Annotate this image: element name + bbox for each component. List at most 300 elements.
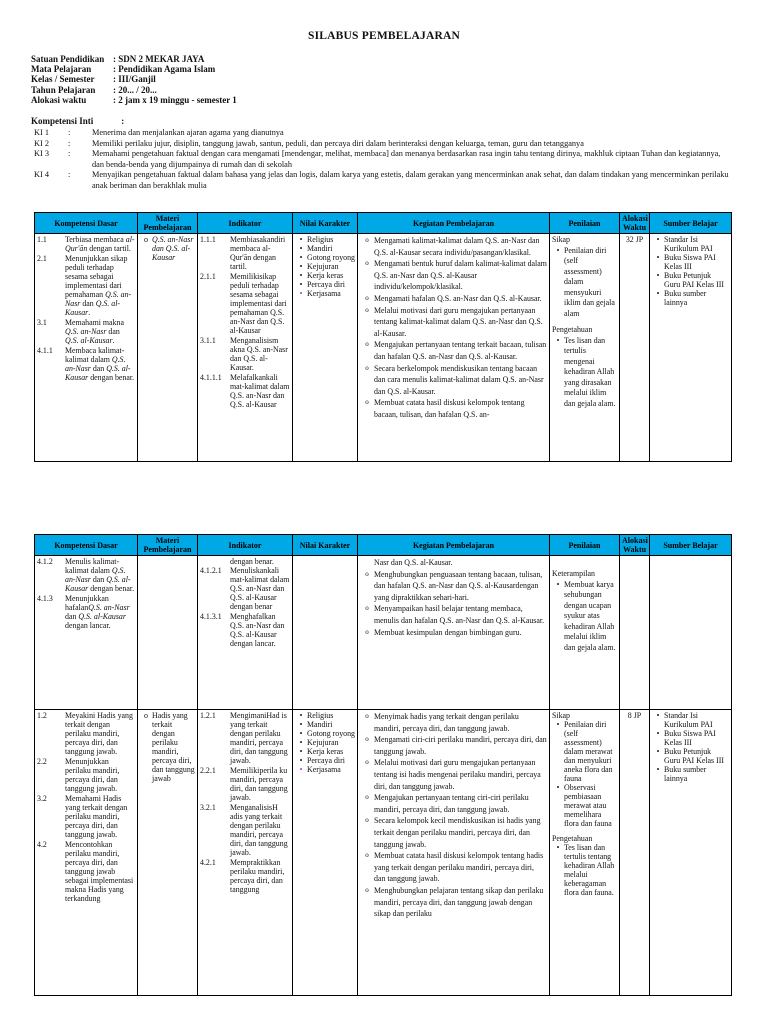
kegiatan-item [360, 815, 547, 850]
nilai-text: Religius [307, 235, 334, 244]
ki-text: Menerima dan menjalankan ajaran agama yang dianutnya [92, 128, 284, 137]
ki-code: KI 2 [34, 138, 49, 148]
kegiatan-text: Mengajukan pertanyaan tentang terkait bacaan, tulisan dan hafalan Q.S. an-Nasr dan Q.S. al-Kausar. [374, 340, 547, 361]
sumber-item [652, 253, 729, 271]
indikator-item [200, 566, 290, 611]
kd-number: 4.1.1 [37, 346, 53, 355]
kd-text: Meyakini Hadis yang terkait dengan perilaku mandiri, percaya diri, dan tanggung jawab. [65, 711, 133, 756]
kegiatan-item [360, 757, 547, 792]
meta-label: Alokasi waktu [31, 94, 87, 105]
nilai-text: Kerja keras [307, 271, 344, 280]
sumber-cell [650, 234, 732, 462]
indikator-item [200, 766, 290, 802]
kd-number: 4.2 [37, 840, 47, 849]
circle-bullet-icon: o [365, 793, 369, 802]
col-header-kegiatan: Kegiatan Pembelajaran [358, 213, 550, 234]
indikator-cell [198, 234, 293, 462]
kd-item [37, 235, 135, 253]
circle-bullet-icon: o [365, 712, 369, 720]
kd-text-part: dan [90, 575, 107, 584]
penilaian-text: Tes lisan dan tertulis tentang kehadiran Allah melalui keberagaman flora dan fauna. [564, 843, 615, 897]
materi-cell [138, 710, 198, 996]
indikator-number: 3.1.1 [200, 336, 216, 345]
indikator-number: 2.2.1 [200, 766, 216, 775]
circle-bullet-icon: o [365, 305, 369, 314]
nilai-text: Kerjasama [307, 289, 341, 298]
alokasi-cell: 32 JP [620, 234, 650, 462]
circle-bullet-icon: o [144, 711, 148, 720]
penilaian-text: Membuat karya sehubungan dengan ucapan syukur atas kehadiran Allah melalui iklim dan gejala alam. [564, 579, 616, 652]
ki-text: Memiliki perilaku jujur, disiplin, tanggung jawab, santun, peduli, dan percaya diri dalam berinteraksi dengan keluarga, teman, guru dan tetangganya [92, 138, 584, 148]
bullet-icon: • [299, 720, 303, 729]
kegiatan-text: Mengamati ciri-ciri perilaku mandiri, percaya diri, dan tanggung jawab. [374, 735, 547, 756]
nilai-text: Religius [307, 711, 334, 720]
kegiatan-item [360, 734, 547, 757]
kd-text-part: dengan lancar. [65, 621, 111, 630]
kegiatan-item [360, 235, 547, 258]
kegiatan-text: Secara berkelompok mendiskusikan tentang bacaan dan cara menulis kalimat-kalimat dalam Q.S. an-Nasr dan Q.S. al-Kausar. [374, 363, 544, 396]
bullet-icon: • [299, 262, 303, 271]
kegiatan-text: Mengajukan pertanyaan tentang ciri-ciri perilaku mandiri, percaya diri, dan tanggung jawab. [374, 793, 529, 814]
indikator-number: 4.1.1.1 [200, 373, 222, 382]
nilai-cell [293, 710, 358, 996]
sumber-text: Buku sumber lainnya [664, 765, 707, 783]
bullet-icon: • [299, 271, 303, 280]
kd-text-italic: Q.S. an-Nasr [65, 566, 126, 584]
sumber-item [652, 271, 729, 289]
bullet-icon: • [556, 843, 560, 852]
ki-row [34, 128, 734, 139]
bullet-icon: • [299, 244, 303, 253]
nilai-item [295, 738, 355, 747]
nilai-cell [293, 234, 358, 462]
indikator-text: Menganalisism akna Q.S. an-Nasr dan Q.S. al-Kausar. [230, 336, 288, 372]
meta-value: : 20... / 20... [113, 84, 157, 95]
col-header-sumber: Sumber Belajar [650, 213, 732, 234]
indikator-number: 4.1.3.1 [200, 612, 222, 621]
penilaian-item [552, 783, 617, 828]
ki-colon: : [68, 149, 71, 159]
circle-bullet-icon: o [365, 569, 369, 578]
kegiatan-item [360, 711, 547, 734]
nilai-text: Gotong royong [307, 729, 355, 738]
kd-text-italic: Q.S. al-Kausar [65, 336, 113, 345]
materi-text: Q.S. an-Nasr dan Q.S. al-Kausar [152, 235, 194, 262]
kd-item [37, 594, 135, 630]
penilaian-item [552, 336, 617, 410]
circle-bullet-icon: o [365, 604, 369, 613]
penilaian-item [552, 720, 617, 783]
kegiatan-text: Secara kelompok kecil mendiskusikan isi hadis yang terkait dengan perilaku mandiri, percaya diri, dan tanggung jawab. [374, 816, 541, 849]
kegiatan-text: Menyimak hadis yang terkait dengan perilaku mandiri, percaya diri, dan tanggung jawab. [374, 712, 519, 733]
kd-text-italic: Q.S. al-Kausar [78, 612, 126, 621]
penilaian-cell [550, 710, 620, 996]
nilai-item [295, 720, 355, 729]
circle-bullet-icon: o [365, 851, 369, 860]
nilai-item [295, 747, 355, 756]
kegiatan-text: Melalui motivasi dari guru mengajukan pertanyaan tentang kalimat-kalimat dalam Q.S. an-Nasr dan Q.S. al-Kausar. [374, 305, 543, 338]
col-header-kegiatan: Kegiatan Pembelajaran [358, 535, 550, 556]
nilai-text: Kejujuran [307, 738, 339, 747]
indikator-text: Melafalkankali mat-kalimat dalam Q.S. an-Nasr dan Q.S. al-Kausar [230, 373, 290, 409]
sumber-text: Buku Siswa PAI Kelas III [664, 253, 716, 271]
bullet-icon: • [656, 729, 660, 738]
meta-value: : SDN 2 MEKAR JAYA [113, 54, 205, 64]
kd-text-part: . [112, 336, 115, 345]
ki-row [34, 139, 734, 150]
nilai-text: Mandiri [307, 244, 333, 253]
bullet-icon: • [556, 720, 560, 729]
col-header-alokasi: Alokasi Waktu [620, 213, 650, 234]
kegiatan-item [360, 792, 547, 815]
nilai-item [295, 289, 355, 298]
kegiatan-text: Mengamati hafalan Q.S. an-Nasr dan Q.S. al-Kausar. [374, 293, 542, 303]
penilaian-item [552, 246, 617, 320]
kd-item [37, 557, 135, 593]
kd-text-italic: Q.S. an-Nasr [88, 603, 130, 612]
sumber-item [652, 235, 729, 253]
col-header-indikator: Indikator [198, 535, 293, 556]
ki-colon: : [68, 138, 71, 148]
kd-number: 4.1.2 [37, 557, 53, 566]
kegiatan-item [360, 627, 547, 639]
kd-text-part: dengan benar. [88, 584, 135, 593]
alokasi-cell: 8 JP [620, 710, 650, 996]
bullet-icon: • [299, 280, 303, 289]
kd-text-part: dengan tartil. [87, 244, 131, 253]
circle-bullet-icon: o [365, 885, 369, 894]
bullet-icon: • [656, 289, 660, 298]
col-header-materi: Materi Pembelajaran [138, 535, 198, 556]
materi-item [140, 711, 195, 783]
ki-row [34, 170, 734, 191]
nilai-item [295, 253, 355, 262]
kd-number: 1.1 [37, 235, 47, 244]
kd-number: 2.1 [37, 254, 47, 263]
kd-cell [35, 556, 138, 710]
kd-text-italic: Q.S. an-Nasr [65, 290, 132, 308]
indikator-text: Menuliskankali mat-kalimat dalam Q.S. an-Nasr dan Q.S. al-Kausar dengan benar [230, 566, 290, 611]
indikator-item [200, 803, 290, 857]
indikator-cell [198, 710, 293, 996]
kd-item [37, 254, 135, 317]
ki-code: KI 3 [34, 149, 49, 159]
indikator-cell [198, 556, 293, 710]
kd-text-part: Menunjukkan sikap peduli terhadap sesama sebagai implementasi dari pemahaman [65, 254, 128, 299]
sumber-item [652, 711, 729, 729]
indikator-item [200, 612, 290, 648]
kd-item [37, 794, 135, 839]
sumber-item [652, 289, 729, 307]
kd-text-part: Membaca kalimat-kalimat dalam [65, 346, 125, 364]
kd-text-part: Memahami makna [65, 318, 124, 327]
kegiatan-item [360, 603, 547, 626]
circle-bullet-icon: o [365, 236, 369, 244]
kd-text-part: Menulis kalimat-kalimat dalam [65, 557, 120, 575]
sumber-item [652, 765, 729, 783]
penilaian-heading: Keterampilan [552, 569, 595, 578]
meta-value: : 2 jam x 19 minggu - semester 1 [113, 94, 237, 105]
bullet-icon: • [556, 783, 560, 792]
table-header-row [35, 535, 732, 556]
kd-text-italic: Q.S. al-Kausar [65, 364, 131, 382]
kegiatan-item [360, 397, 547, 420]
bullet-icon: • [299, 711, 303, 720]
indikator-item [200, 336, 290, 372]
kegiatan-text: Mengamati bentuk huruf dalam kalimat-kalimat dalam Q.S. an-Nasr dan Q.S. al-Kausar individu/kelompok/klasikal. [374, 259, 547, 292]
col-header-materi: Materi Pembelajaran [138, 213, 198, 234]
nilai-cell [293, 556, 358, 710]
kegiatan-cell [358, 710, 550, 996]
sumber-text: Standar Isi Kurikulum PAI [664, 235, 713, 253]
kd-text: Memahami Hadis yang terkait dengan perilaku mandiri, percaya diri, dan tanggung jawab. [65, 794, 128, 839]
ki-colon: : [68, 128, 71, 137]
circle-bullet-icon: o [365, 293, 369, 302]
materi-cell [138, 556, 198, 710]
sumber-text: Standar Isi Kurikulum PAI [664, 711, 713, 729]
kegiatan-item [360, 258, 547, 293]
indikator-text: MengimaniHad is yang terkait dengan perilaku mandiri, percaya diri, dan tanggung jawab. [230, 711, 288, 765]
kegiatan-item [360, 293, 547, 305]
nilai-item [295, 729, 355, 738]
indikator-text: Mempraktikkan perilaku mandiri, percaya diri, dan tanggung [230, 858, 285, 894]
sumber-text: Buku Siswa PAI Kelas III [664, 729, 716, 747]
kd-text-italic: Q.S. al-Kausar [65, 575, 131, 593]
kd-text-part: . [88, 308, 91, 317]
col-header-sumber: Sumber Belajar [650, 535, 732, 556]
nilai-text: Kerjasama [307, 765, 341, 774]
penilaian-item [552, 843, 617, 897]
penilaian-cell [550, 234, 620, 462]
kd-text-italic: al-Qur'ān [65, 235, 135, 253]
indikator-item [200, 235, 290, 271]
ki-text: Menyajikan pengetahuan faktual dalam bahasa yang jelas dan logis, dalam karya yang estetis, dalam gerakan yang mencerminkan anak sehat, dan dalam tindakan yang mencerminkan perilaku anak beriman dan berakhlak mulia [92, 170, 729, 190]
nilai-text: Kerja keras [307, 747, 344, 756]
meta-label: Kelas / Semester [31, 74, 95, 85]
meta-label: Satuan Pendidikan [31, 54, 105, 64]
kd-text-part: dan [80, 299, 96, 308]
kegiatan-text: Menyampaikan hasil belajar tentang membaca, menulis dan hafalan Q.S. an-Nasr dan Q.S. al-Kausar. [374, 604, 545, 625]
nilai-text: Mandiri [307, 720, 333, 729]
circle-bullet-icon: o [365, 259, 369, 268]
sumber-item [652, 729, 729, 747]
kegiatan-item [360, 363, 547, 398]
sumber-cell [650, 710, 732, 996]
ki-heading [31, 116, 124, 126]
indikator-item [200, 858, 290, 894]
table-header-row [35, 213, 732, 234]
sumber-item [652, 747, 729, 765]
kegiatan-text: Membuat catata hasil diskusi kelompok tentang hadis yang terkait dengan perilaku mandiri, percaya diri, dan tanggung jawab. [374, 851, 544, 884]
alokasi-cell [620, 556, 650, 710]
meta-row [31, 85, 237, 95]
indikator-number: 4.1.2.1 [200, 566, 222, 575]
kegiatan-text: Menghubungkan pelajaran tentang sikap dan perilaku mandiri, percaya diri, dan tanggung jawab dengan sikap dan perilaku [374, 885, 544, 919]
col-header-nilai: Nilai Karakter [293, 213, 358, 234]
syllabus-table-2 [34, 534, 732, 996]
indikator-continuation: dengan benar. [230, 557, 274, 566]
circle-bullet-icon: o [365, 735, 369, 744]
col-header-kompetensi-dasar: Kompetensi Dasar [35, 535, 138, 556]
kd-text-part: dan [106, 327, 120, 336]
bullet-icon: • [556, 245, 560, 255]
meta-row [31, 95, 237, 105]
kd-number: 3.2 [37, 794, 47, 803]
table-row [35, 710, 732, 996]
sumber-text: Buku Petunjuk Guru PAI Kelas III [664, 271, 724, 289]
circle-bullet-icon: o [365, 758, 369, 767]
kd-text [65, 557, 135, 593]
meta-value: : Pendidikan Agama Islam [113, 64, 216, 75]
kd-item [37, 346, 135, 382]
kd-text-part: dan [65, 612, 79, 621]
kd-text-italic: Q.S. an-Nasr [65, 327, 107, 336]
nilai-item [295, 235, 355, 244]
bullet-icon: • [299, 235, 303, 244]
ki-heading-colon: : [121, 116, 125, 126]
ki-code: KI 1 [34, 128, 49, 137]
penilaian-text: Tes lisan dan tertulis mengenai kehadiran Allah yang dirasakan melalui iklim dan gejala alam. [564, 335, 616, 408]
kegiatan-text: Melalui motivasi dari guru mengajukan pertanyaan tentang isi hadis mengenai perilaku mandiri, percaya diri, dan tanggung jawab. [374, 758, 541, 791]
kegiatan-item [360, 339, 547, 362]
ki-colon: : [68, 170, 71, 180]
penilaian-heading: Pengetahuan [552, 834, 593, 843]
kd-number: 3.1 [37, 318, 47, 327]
kd-number: 2.2 [37, 757, 47, 766]
bullet-icon: • [656, 271, 660, 280]
identity-block [31, 54, 237, 105]
kegiatan-item [360, 850, 547, 885]
kegiatan-text: Mengamati kalimat-kalimat dalam Q.S. an-Nasr dan Q.S. al-Kausar secara individu/pasangan/klasikal. [374, 236, 540, 257]
penilaian-item [552, 580, 617, 654]
ki-heading-text: Kompetensi Inti [31, 116, 94, 126]
bullet-icon: • [656, 711, 660, 720]
materi-item [140, 235, 195, 262]
kd-text [65, 235, 135, 253]
nilai-text: Percaya diri [307, 756, 345, 765]
nilai-text: Kejujuran [307, 262, 339, 271]
kegiatan-item [360, 305, 547, 340]
kd-text-part: Menunjukkan hafalan [65, 594, 109, 612]
kd-item [37, 840, 135, 903]
nilai-text: Percaya diri [307, 280, 345, 289]
kd-text-part: dan [90, 364, 107, 373]
circle-bullet-icon: o [365, 627, 369, 636]
ki-list [34, 128, 734, 192]
materi-text: Hadis yang terkait dengan perilaku mandiri, percaya diri, dan tanggung jawab [152, 711, 195, 783]
kd-text-part: dengan benar. [88, 373, 135, 382]
bullet-icon: • [656, 747, 660, 756]
kegiatan-cell [358, 234, 550, 462]
table-row [35, 556, 732, 710]
bullet-icon: • [656, 253, 660, 262]
indikator-item [200, 711, 290, 765]
materi-cell [138, 234, 198, 462]
col-header-indikator: Indikator [198, 213, 293, 234]
kegiatan-text: Menghubungkan penguasaan tentang bacaan, tulisan, dan hafalan Q.S. an-Nasr dan Q.S. al-Kausardengan yang dipraktikkan sehari-hari. [374, 569, 543, 602]
kegiatan-item [360, 569, 547, 604]
indikator-text: MenganalisisH adis yang terkait dengan perilaku mandiri, percaya diri, dan tanggung jawab. [230, 803, 288, 857]
bullet-icon: • [299, 729, 303, 738]
kd-text [65, 594, 135, 630]
nilai-item [295, 711, 355, 720]
kd-cell [35, 710, 138, 996]
penilaian-cell [550, 556, 620, 710]
penilaian-text: Penilaian diri (self assessment) dalam merawat dan menyukuri aneka flora dan fauna [564, 720, 613, 783]
indikator-item [200, 272, 290, 335]
indikator-text: Membiasakandiri membaca al-Qur'ān dengan tartil. [230, 235, 286, 271]
ki-row [34, 149, 734, 170]
penilaian-heading: Sikap [552, 235, 570, 244]
circle-bullet-icon: o [144, 235, 148, 244]
kegiatan-text: Membuat catata hasil diskusi kelompok tentang bacaan, tulisan, dan hafalan Q.S. an- [374, 398, 525, 419]
col-header-kompetensi-dasar: Kompetensi Dasar [35, 213, 138, 234]
kegiatan-continuation: Nasr dan Q.S. al-Kausar. [374, 558, 453, 567]
meta-value: : III/Ganjil [113, 74, 156, 85]
kd-number: 1.2 [37, 711, 47, 720]
indikator-number: 3.2.1 [200, 803, 216, 812]
bullet-icon: • [299, 747, 303, 756]
kd-text-italic: Q.S. al-Kausar [65, 299, 121, 317]
circle-bullet-icon: o [365, 816, 369, 825]
kd-cell [35, 234, 138, 462]
indikator-text: Memilikisikap peduli terhadap sesama sebagai implementasi dari pemahaman Q.S. an-Nasr dan Q.S. al-Kausar [230, 272, 287, 335]
kd-text [65, 346, 135, 382]
kd-item [37, 318, 135, 345]
kd-text-part: Terbiasa membaca [65, 235, 126, 244]
kd-text [65, 254, 135, 317]
nilai-text: Gotong royong [307, 253, 355, 262]
nilai-item [295, 244, 355, 253]
nilai-item [295, 280, 355, 289]
kd-number: 4.1.3 [37, 594, 53, 603]
bullet-icon: • [299, 765, 303, 774]
meta-row [31, 54, 237, 64]
ki-code: KI 4 [34, 170, 49, 180]
kegiatan-item [360, 885, 547, 920]
meta-row [31, 74, 237, 84]
bullet-icon: • [656, 765, 660, 774]
penilaian-heading: Sikap [552, 711, 570, 720]
bullet-icon: • [556, 335, 560, 345]
bullet-icon: • [556, 579, 560, 589]
kd-text-italic: Q.S. an-Nasr [65, 355, 126, 373]
circle-bullet-icon: o [365, 340, 369, 349]
kegiatan-text: Membuat kesimpulan dengan bimbingan guru. [374, 627, 522, 637]
nilai-item [295, 765, 355, 774]
meta-label: Mata Pelajaran [31, 64, 92, 75]
indikator-number: 2.1.1 [200, 272, 216, 281]
sumber-text: Buku sumber lainnya [664, 289, 707, 307]
circle-bullet-icon: o [365, 398, 369, 407]
indikator-text: Menghafalkan Q.S. an-Nasr dan Q.S. al-Kausar dengan lancar. [230, 612, 285, 648]
syllabus-table-1 [34, 212, 732, 462]
table-row [35, 234, 732, 462]
document-title: SILABUS PEMBELAJARAN [308, 30, 460, 42]
kd-item [37, 711, 135, 756]
indikator-text: Memilikiperila ku mandiri, percaya diri, dan tanggung jawab. [230, 766, 288, 802]
penilaian-text: Observasi pembiasaan merawat atau memelihara flora dan fauna [564, 783, 612, 828]
kd-text [65, 318, 135, 345]
kegiatan-cell [358, 556, 550, 710]
meta-label: Tahun Pelajaran [31, 84, 96, 95]
nilai-item [295, 271, 355, 280]
penilaian-heading: Pengetahuan [552, 325, 593, 334]
indikator-item [200, 373, 290, 409]
bullet-icon: • [299, 289, 303, 298]
kd-text: Menunjukkan perilaku mandiri, percaya diri, dan tanggung jawab. [65, 757, 120, 793]
col-header-nilai: Nilai Karakter [293, 535, 358, 556]
